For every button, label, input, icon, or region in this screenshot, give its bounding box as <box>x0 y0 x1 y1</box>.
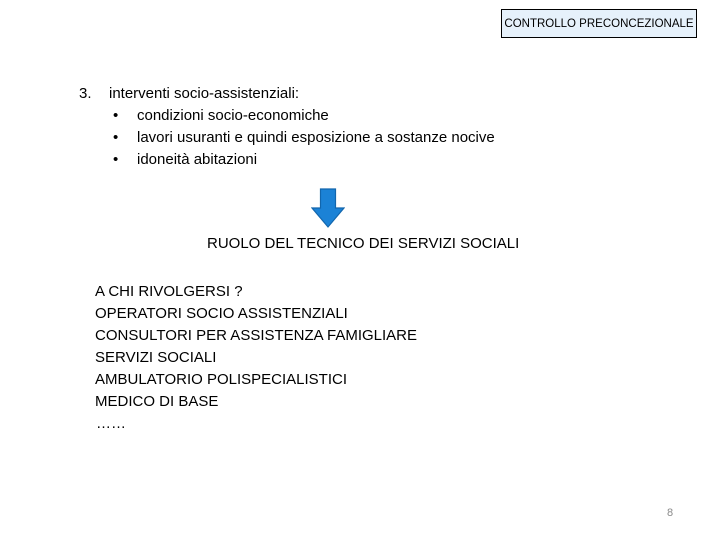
bullet-text: lavori usuranti e quindi esposizione a sostanze nocive <box>137 129 495 146</box>
section-heading <box>79 83 299 105</box>
bullet-item <box>113 127 495 149</box>
section-number: 3. <box>79 85 92 102</box>
contacts-line: OPERATORI SOCIO ASSISTENZIALI <box>95 305 348 322</box>
ruolo-heading: RUOLO DEL TECNICO DEI SERVIZI SOCIALI <box>207 235 520 252</box>
down-arrow-icon <box>311 188 345 228</box>
bullet-dot: • <box>113 129 119 146</box>
section-bullet-list <box>113 105 495 171</box>
contacts-ellipsis: …… <box>96 415 126 432</box>
header-label: CONTROLLO PRECONCEZIONALE <box>504 17 694 30</box>
bullet-text: idoneità abitazioni <box>137 151 258 168</box>
bullet-item <box>113 105 495 127</box>
bullet-dot: • <box>113 107 119 124</box>
bullet-dot: • <box>113 151 119 168</box>
contacts-line: A CHI RIVOLGERSI ? <box>95 283 243 300</box>
contacts-line: CONSULTORI PER ASSISTENZA FAMIGLIARE <box>95 327 418 344</box>
bullet-text: condizioni socio-economiche <box>137 107 329 124</box>
contacts-line: AMBULATORIO POLISPECIALISTICI <box>95 371 348 388</box>
contacts-line: MEDICO DI BASE <box>95 393 219 410</box>
bullet-item <box>113 149 495 171</box>
down-arrow-shape <box>312 189 344 227</box>
section-title: interventi socio-assistenziali: <box>109 85 300 102</box>
page-number: 8 <box>667 507 674 519</box>
contacts-list <box>95 281 417 435</box>
contacts-line: SERVIZI SOCIALI <box>95 349 217 366</box>
header-label-box <box>501 9 697 38</box>
